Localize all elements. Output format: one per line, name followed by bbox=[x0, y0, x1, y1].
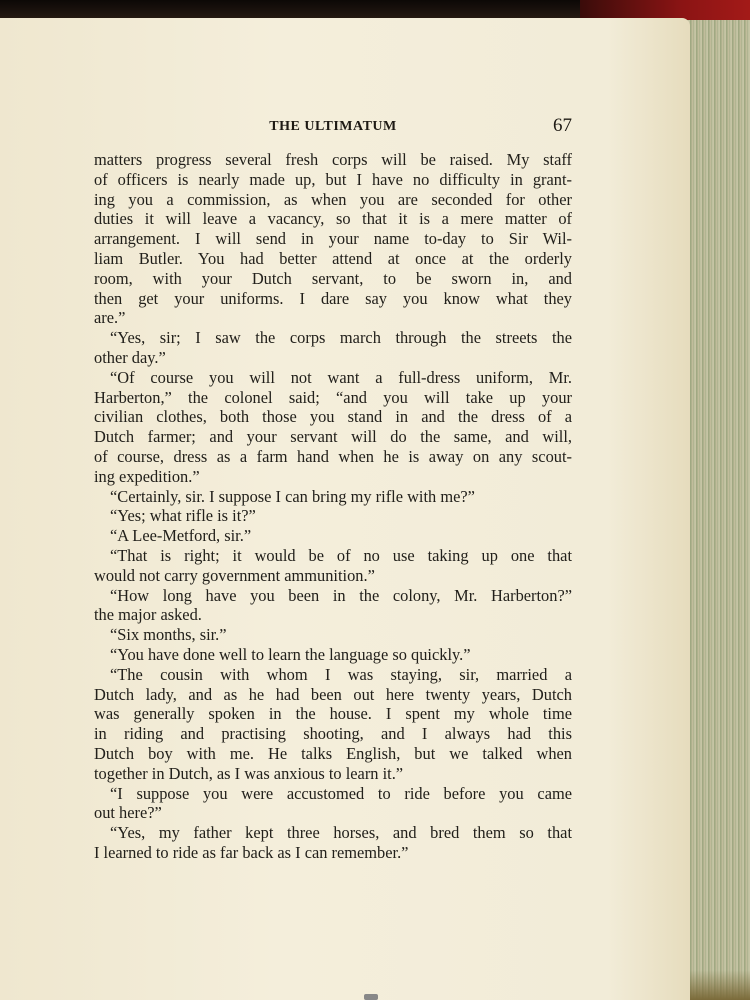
text-line: Dutch lady, and as he had been out here twenty years, Dutch bbox=[94, 684, 572, 704]
text-line: of officers is nearly made up, but I have no difficulty in grant- bbox=[94, 169, 572, 189]
text-line: “Of course you will not want a full-dress uniform, Mr. bbox=[110, 367, 572, 387]
text-line: “You have done well to learn the language so quickly.” bbox=[110, 644, 471, 664]
text-line: duties it will leave a vacancy, so that it is a mere matter of bbox=[94, 209, 572, 229]
running-head bbox=[94, 115, 572, 139]
text-line: “I suppose you were accustomed to ride before you came bbox=[110, 783, 572, 803]
text-line: are.” bbox=[94, 308, 126, 328]
text-line: then get your uniforms. I dare say you know what they bbox=[94, 288, 572, 308]
text-line: “The cousin with whom I was staying, sir, married a bbox=[110, 664, 572, 684]
text-line: arrangement. I will send in your name to-day to Sir Wil- bbox=[94, 229, 572, 249]
text-line: “How long have you been in the colony, Mr. Harberton?” bbox=[110, 585, 572, 605]
page-number: 67 bbox=[553, 115, 572, 136]
text-line: civilian clothes, both those you stand in and the dress of a bbox=[94, 407, 572, 427]
text-line: “A Lee-Metford, sir.” bbox=[110, 526, 252, 546]
text-line: together in Dutch, as I was anxious to learn it.” bbox=[94, 763, 404, 783]
text-line: Dutch boy with me. He talks English, but we talked when bbox=[94, 743, 572, 763]
text-line: out here?” bbox=[94, 803, 162, 823]
text-line: “That is right; it would be of no use taking up one that bbox=[110, 545, 572, 565]
text-line: in riding and practising shooting, and I always had this bbox=[94, 724, 572, 744]
text-line: would not carry government ammunition.” bbox=[94, 565, 375, 585]
text-line: other day.” bbox=[94, 347, 166, 367]
text-line: “Yes, my father kept three horses, and bred them so that bbox=[110, 823, 572, 843]
body-text bbox=[94, 150, 572, 863]
text-line: the major asked. bbox=[94, 605, 202, 625]
header-title: THE ULTIMATUM bbox=[269, 119, 397, 134]
text-line: room, with your Dutch servant, to be sworn in, and bbox=[94, 268, 572, 288]
text-line: “Yes, sir; I saw the corps march through the streets the bbox=[110, 328, 572, 348]
text-line: “Certainly, sir. I suppose I can bring my rifle with me?” bbox=[110, 486, 475, 506]
text-line: matters progress several fresh corps will be raised. My staff bbox=[94, 150, 572, 169]
text-line: “Six months, sir.” bbox=[110, 625, 227, 645]
text-line: of course, dress as a farm hand when he is away on any scout- bbox=[94, 446, 572, 466]
text-line: ing you a commission, as when you are seconded for other bbox=[94, 189, 572, 209]
text-line: Harberton,” the colonel said; “and you will take up your bbox=[94, 387, 572, 407]
text-line: ing expedition.” bbox=[94, 466, 200, 486]
bottom-mark bbox=[364, 994, 378, 1000]
text-line: Dutch farmer; and your servant will do the same, and will, bbox=[94, 427, 572, 447]
text-line: liam Butler. You had better attend at once at the orderly bbox=[94, 248, 572, 268]
text-line: “Yes; what rifle is it?” bbox=[110, 506, 256, 526]
text-line: I learned to ride as far back as I can remember.” bbox=[94, 842, 409, 862]
text-line: was generally spoken in the house. I spent my whole time bbox=[94, 704, 572, 724]
